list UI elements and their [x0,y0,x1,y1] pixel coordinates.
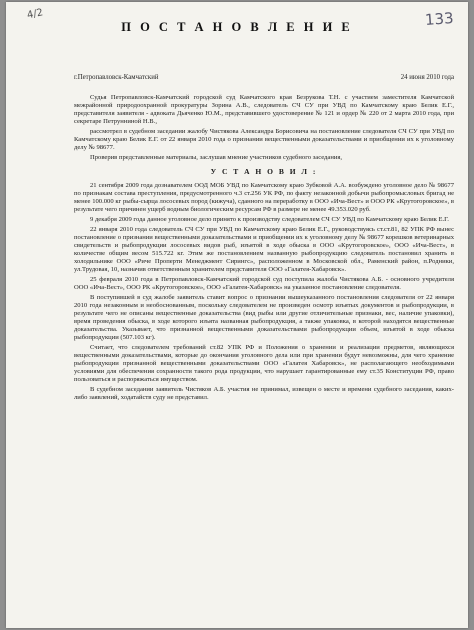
document-body [74,94,454,404]
paragraph-court-composition: Судья Петропавловск-Камчатский городской суд Камчатского края Безрукова Т.Н. с участием заместителя Камчатской межрайонной природоохранной прокуратуры Зорина А.В., следователь СЧ СУ при УВД по Камчатскому краю Белик Е.Г., представителя заявителя - адвоката Дьяченко Ю.М., представившего удостоверение № 121 и ордер № 220 от 2 марта 2010 года, при секретаре Петрунниной Н.В., [74,94,454,125]
handwritten-stamp: 4/2 [26,7,45,22]
paragraph-complaint: рассмотрел в судебном заседании жалобу Чистякова Александра Борисовича на постановление следователя СЧ СУ при УВД по Камчатскому краю Белик Е.Г. от 22 января 2010 года о признании вещественными доказательствами и приобщении их к уголовному делу № 98677. [74,128,454,151]
paragraph-5: В поступившей в суд жалобе заявитель ставит вопрос о признании вышеуказанного постановления следователя от 22 января 2010 года незаконным и необоснованным, поскольку следователем не произведен осмотр изъятых документов и рыбопродукции, в результате чего не описаны вещественные доказательства (вид рыбы или другие отличительные признаки, вес, наличие упаковки), время проведения обыска, в ходе которого изъята названная рыбопродукция, а также упаковка, в которой находятся вещественные доказательства. Указывает, что признанной вещественными доказательствами рыбопродукции объем, изъятой в ходе обыска рыбопродукции (507.103 кг). [74,294,454,341]
document-page [6,2,468,628]
section-heading: У С Т А Н О В И Л : [210,167,318,176]
paragraph-4: 25 февраля 2010 года в Петропавловск-Камчатский городской суд поступила жалоба Чистякова А.Б. - основного учредителя ООО «Ича-Вест», ООО РК «Крутогоровское», ООО «Галатея-Хабаровск» на указанное постановление следователя. [74,276,454,291]
place-date-line [74,74,454,81]
place: г.Петропавловск-Камчатский [74,74,159,81]
paragraph-1: 21 сентября 2009 года дознавателем ООД МОБ УВД по Камчатскому краю Зубковой А.А. возбуждено уголовное дело № 98677 по признакам состава преступления, предусмотренного ч.3 ст.256 УК РФ, по факту незаконной добычи рыбопромысловых бригад не менее 100.000 кг рыбы-сырца лососевых пород (кижуча), сданного на переработку в ООО «Ича-Вест» и ООО РК «Крутогоровское», в результате чего причинен ущерб водным биологическим ресурсам РФ в размере не менее 49.353.020 руб. [74,182,454,213]
page-number: 133 [424,9,455,29]
paragraph-3: 22 января 2010 года следователь СЧ СУ при УВД по Камчатскому краю Белик Е.Г., руководствуясь ст.ст.81, 82 УПК РФ вынес постановление о признании вещественными доказательствами и приобщении их к уголовному делу № 98677 корешков ветеринарных свидетельств и рыбопродукции лососевых видов рыб, изъятой в ходе обыска в ООО «Крутогоровское», ООО «Ича-Вест», в количестве общим весом 515.722 кг. Этим же постановлением названную рыбопродукцию следователь постановил хранить в холодильнике ООО «Риче Проперти Менеджмент Сирингс», расположенном в Московской обл., Раменский район, п.Родники, ул.Трудовая, 10, назначив ответственным хранителем представителя ООО «Галатея-Хабаровск». [74,226,454,273]
paragraph-2: 9 декабря 2009 года данное уголовное дело принято к производству следователем СЧ СУ УВД по Камчатскому краю Белик Е.Г. [90,216,449,223]
paragraph-review: Проверив представленные материалы, заслушав мнение участников судебного заседания, [90,154,343,161]
document-title: П О С Т А Н О В Л Е Н И Е [121,20,353,34]
date: 24 июня 2010 года [400,74,454,81]
paragraph-6: Считает, что следователем требований ст.82 УПК РФ и Положения о хранении и реализации предметов, являющихся вещественными доказательствами, которые до окончания уголовного дела или при хранении будут невозможны, для чего хранение рыбопродукции признанной вещественными доказательствами ООО «Галатея Хабаровск», не располагающего необходимыми условиями для обеспечения сохранности такого рода продукции, что нарушает гарантированные ему ст.35 Конституции РФ, право пользоваться и распоряжаться имуществом. [74,344,454,383]
paragraph-7: В судебном заседании заявитель Чистяков А.Б. участия не принимал, извещен о месте и времени судебного заседания, каких-либо заявлений, ходатайств суду не представил. [74,386,454,401]
